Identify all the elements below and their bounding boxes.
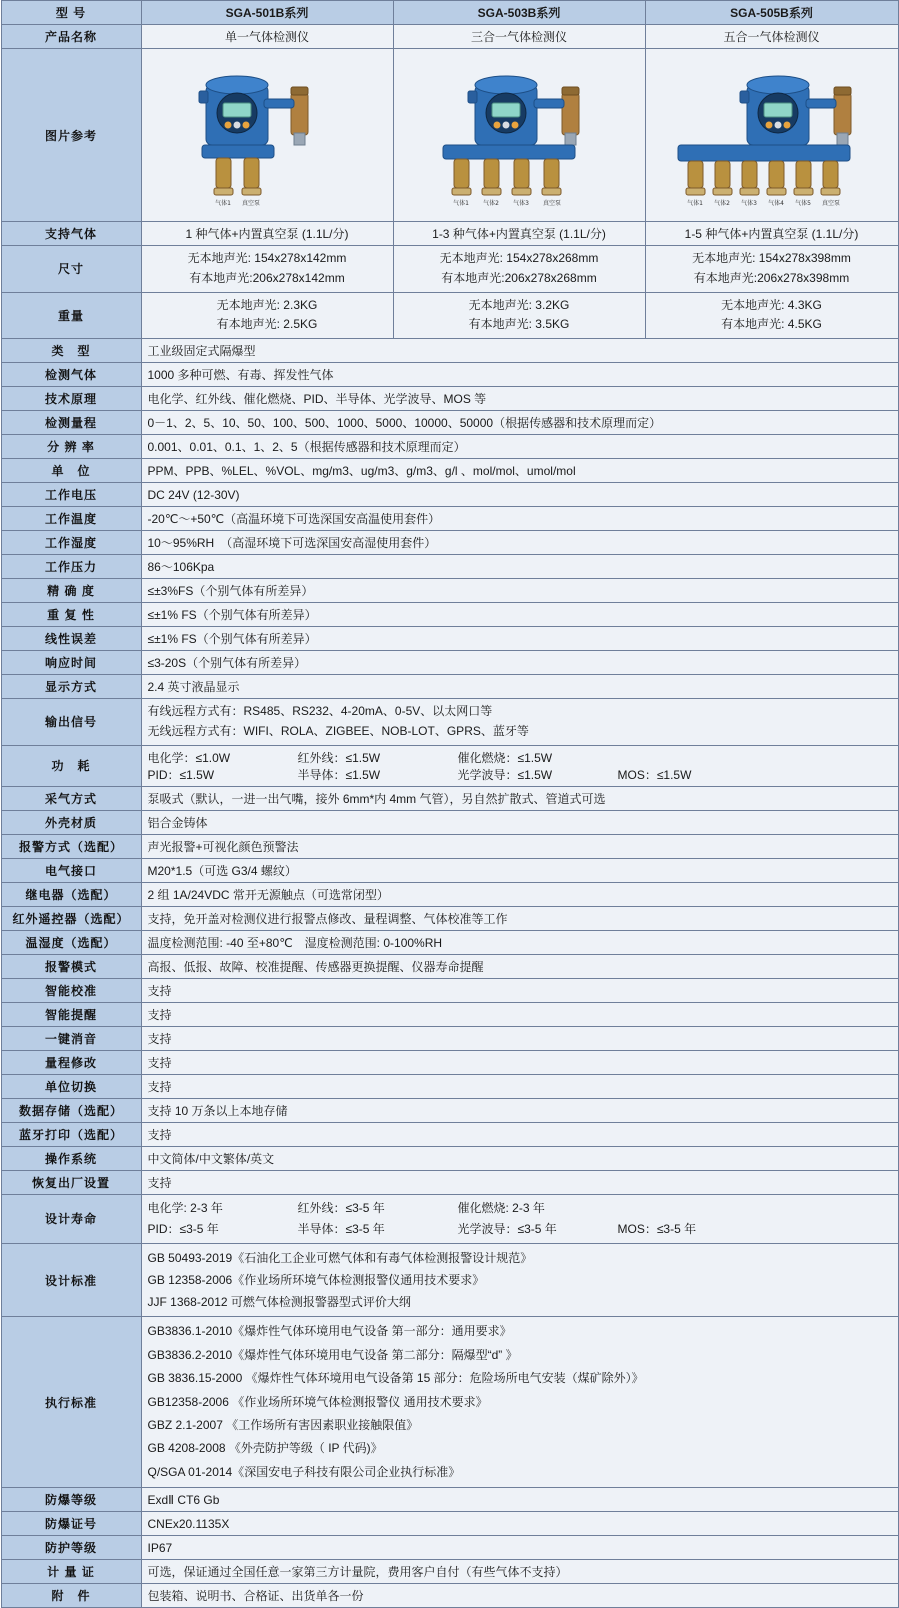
- weight-2: [393, 292, 645, 339]
- row-label-electrical-interface: 电气接口: [1, 858, 141, 882]
- svg-text:真空泵: 真空泵: [241, 200, 260, 207]
- table-row-temperature: [1, 507, 898, 531]
- exec-standard-line-3: GB 3836.15-2000 《爆炸性气体环境用电气设备第 15 部分：危险场所电气安装（煤矿除外）》: [147, 1371, 644, 1386]
- table-row-data-storage: [1, 1098, 898, 1122]
- row-value-output-signal: [141, 699, 898, 746]
- design-life-line-2: [148, 1219, 892, 1240]
- table-row-os: [1, 1146, 898, 1170]
- row-label-alarm-mode: 报警模式: [1, 954, 141, 978]
- svg-text:气体1: 气体1: [686, 200, 703, 207]
- row-value-data-storage: 支持 10 万条以上本地存储: [141, 1098, 898, 1122]
- design-standard-line-1: GB 50493-2019《石油化工企业可燃气体和有毒气体检测报警设计规范》: [147, 1250, 533, 1265]
- detector-illustration-1: [144, 55, 354, 215]
- svg-text:真空泵: 真空泵: [542, 200, 561, 207]
- row-label-tech-principle: 技术原理: [1, 387, 141, 411]
- row-label-voltage: 工作电压: [1, 483, 141, 507]
- spec-table: [1, 0, 899, 1608]
- weight-3-line2: 有本地声光: 4.5KG: [721, 317, 822, 332]
- table-row-ex-cert-no: [1, 1512, 898, 1536]
- row-label-response-time: 响应时间: [1, 651, 141, 675]
- row-label-range: 检测量程: [1, 411, 141, 435]
- size-2-line2: 有本地声光:206x278x268mm: [441, 270, 597, 285]
- product-name-2: 三合一气体检测仪: [393, 25, 645, 49]
- row-label-support-gas: 支持气体: [1, 222, 141, 246]
- table-row-smart-reminder: [1, 1002, 898, 1026]
- row-value-ip-rating: IP67: [141, 1536, 898, 1560]
- weight-3-line1: 无本地声光: 4.3KG: [721, 297, 822, 312]
- row-label-ex-cert-no: 防爆证号: [1, 1512, 141, 1536]
- row-value-resolution: 0.001、0.01、0.1、1、2、5（根据传感器和技术原理而定）: [141, 435, 898, 459]
- row-value-repeatability: ≤±1% FS（个别气体有所差异）: [141, 603, 898, 627]
- row-label-exec-standard: 执行标准: [1, 1317, 141, 1488]
- row-label-design-standard: 设计标准: [1, 1243, 141, 1317]
- row-value-humidity: 10～95%RH （高湿环境下可选深国安高湿使用套件）: [141, 531, 898, 555]
- exec-standard-line-1: GB3836.1-2010《爆炸性气体环境用电气设备 第一部分：通用要求》: [147, 1324, 512, 1339]
- row-label-metrology-cert: 计 量 证: [1, 1560, 141, 1584]
- power-catalytic: 催化燃烧：≤1.5W: [457, 750, 553, 765]
- power-line-1: [148, 749, 892, 766]
- table-row-exec-standard: [1, 1317, 898, 1488]
- life-semiconductor: 半导体：≤3-5 年: [297, 1221, 385, 1236]
- table-row-support-gas: [1, 222, 898, 246]
- table-row-sampling: [1, 786, 898, 810]
- life-catalytic: 催化燃烧: 2-3 年: [457, 1200, 545, 1215]
- row-value-pressure: 86～106Kpa: [141, 555, 898, 579]
- row-label-design-life: 设计寿命: [1, 1194, 141, 1243]
- table-row-tech-principle: [1, 387, 898, 411]
- support-gas-2: 1-3 种气体+内置真空泵 (1.1L/分): [393, 222, 645, 246]
- row-value-design-life: [141, 1194, 898, 1243]
- row-label-sampling: 采气方式: [1, 786, 141, 810]
- table-row-ir-remote: [1, 906, 898, 930]
- row-value-unit-switch: 支持: [141, 1074, 898, 1098]
- output-signal-wireless: 无线远程方式有：WIFI、ROLA、ZIGBEE、NOB-LOT、GPRS、蓝牙等: [147, 723, 529, 738]
- svg-text:气体1: 气体1: [214, 200, 231, 207]
- table-row-type: [1, 339, 898, 363]
- table-row-unit: [1, 459, 898, 483]
- row-label-temp-humidity-option: 温湿度（选配）: [1, 930, 141, 954]
- table-row-relay: [1, 882, 898, 906]
- row-value-type: 工业级固定式隔爆型: [141, 339, 898, 363]
- design-standard-line-3: JJF 1368-2012 可燃气体检测报警器型式评价大纲: [147, 1295, 411, 1310]
- table-row-one-key-mute: [1, 1026, 898, 1050]
- table-row-ip-rating: [1, 1536, 898, 1560]
- size-1: [141, 246, 393, 293]
- size-3: [645, 246, 898, 293]
- row-value-display: 2.4 英寸液晶显示: [141, 675, 898, 699]
- row-value-relay: 2 组 1A/24VDC 常开无源触点（可选常闭型）: [141, 882, 898, 906]
- table-row-weight: [1, 292, 898, 339]
- power-optical: 光学波导：≤1.5W: [457, 767, 553, 782]
- detector-illustration-2: [396, 55, 626, 215]
- table-row-accuracy: [1, 579, 898, 603]
- row-label-os: 操作系统: [1, 1146, 141, 1170]
- row-value-electrical-interface: M20*1.5（可选 G3/4 螺纹）: [141, 858, 898, 882]
- table-row-alarm-type: [1, 834, 898, 858]
- table-row-smart-calibration: [1, 978, 898, 1002]
- table-row-humidity: [1, 531, 898, 555]
- product-name-1: 单一气体检测仪: [141, 25, 393, 49]
- svg-text:气体3: 气体3: [512, 200, 529, 207]
- power-mos: MOS：≤1.5W: [617, 767, 692, 782]
- row-label-accessories: 附 件: [1, 1584, 141, 1608]
- row-value-detect-gas: 1000 多种可燃、有毒、挥发性气体: [141, 363, 898, 387]
- row-value-tech-principle: 电化学、红外线、催化燃烧、PID、半导体、光学波导、MOS 等: [141, 387, 898, 411]
- table-row-voltage: [1, 483, 898, 507]
- table-row-range-modify: [1, 1050, 898, 1074]
- row-value-accuracy: ≤±3%FS（个别气体有所差异）: [141, 579, 898, 603]
- row-value-ex-rating: ExdⅡ CT6 Gb: [141, 1488, 898, 1512]
- model-header-2: SGA-503B系列: [393, 1, 645, 25]
- row-label-repeatability: 重 复 性: [1, 603, 141, 627]
- row-label-accuracy: 精 确 度: [1, 579, 141, 603]
- power-line-2: [148, 766, 892, 783]
- row-label-unit: 单 位: [1, 459, 141, 483]
- table-row-power: [1, 745, 898, 786]
- power-semiconductor: 半导体：≤1.5W: [297, 767, 381, 782]
- model-header-3: SGA-505B系列: [645, 1, 898, 25]
- support-gas-1: 1 种气体+内置真空泵 (1.1L/分): [141, 222, 393, 246]
- table-row-unit-switch: [1, 1074, 898, 1098]
- row-value-power: [141, 745, 898, 786]
- row-value-voltage: DC 24V (12-30V): [141, 483, 898, 507]
- life-infrared: 红外线：≤3-5 年: [297, 1200, 385, 1215]
- table-row-linearity: [1, 627, 898, 651]
- row-label-alarm-type: 报警方式（选配）: [1, 834, 141, 858]
- table-row-response-time: [1, 651, 898, 675]
- output-signal-wired: 有线远程方式有：RS485、RS232、4-20mA、0-5V、以太网口等: [147, 704, 493, 719]
- row-label-one-key-mute: 一键消音: [1, 1026, 141, 1050]
- row-label-detect-gas: 检测气体: [1, 363, 141, 387]
- weight-2-line1: 无本地声光: 3.2KG: [468, 297, 570, 312]
- product-name-3: 五合一气体检测仪: [645, 25, 898, 49]
- row-value-housing: 铝合金铸体: [141, 810, 898, 834]
- power-pid: PID：≤1.5W: [147, 767, 215, 782]
- row-value-unit: PPM、PPB、%LEL、%VOL、mg/m3、ug/m3、g/m3、g/l 、mol/mol、umol/mol: [141, 459, 898, 483]
- table-row-product-name: [1, 25, 898, 49]
- life-electrochemical: 电化学: 2-3 年: [147, 1200, 223, 1215]
- power-infrared: 红外线：≤1.5W: [297, 750, 381, 765]
- row-label-temperature: 工作温度: [1, 507, 141, 531]
- exec-standard-line-5: GBZ 2.1-2007 《工作场所有害因素职业接触限值》: [147, 1417, 419, 1432]
- table-row-factory-reset: [1, 1170, 898, 1194]
- size-3-line2: 有本地声光:206x278x398mm: [693, 270, 850, 285]
- weight-1: [141, 292, 393, 339]
- row-label-smart-reminder: 智能提醒: [1, 1002, 141, 1026]
- row-label-model: 型 号: [1, 1, 141, 25]
- table-row-bluetooth-print: [1, 1122, 898, 1146]
- row-label-linearity: 线性误差: [1, 627, 141, 651]
- table-row-metrology-cert: [1, 1560, 898, 1584]
- support-gas-3: 1-5 种气体+内置真空泵 (1.1L/分): [645, 222, 898, 246]
- table-row-ex-rating: [1, 1488, 898, 1512]
- row-label-housing: 外壳材质: [1, 810, 141, 834]
- row-label-product-name: 产品名称: [1, 25, 141, 49]
- row-value-factory-reset: 支持: [141, 1170, 898, 1194]
- table-row-display: [1, 675, 898, 699]
- table-row-housing: [1, 810, 898, 834]
- exec-standard-line-2: GB3836.2-2010《爆炸性气体环境用电气设备 第二部分：隔爆型“d” 》: [147, 1347, 518, 1362]
- size-2-line1: 无本地声光: 154x278x268mm: [439, 251, 599, 265]
- table-row-electrical-interface: [1, 858, 898, 882]
- row-value-linearity: ≤±1% FS（个别气体有所差异）: [141, 627, 898, 651]
- row-label-humidity: 工作湿度: [1, 531, 141, 555]
- row-label-type: 类 型: [1, 339, 141, 363]
- row-label-relay: 继电器（选配）: [1, 882, 141, 906]
- row-value-response-time: ≤3-20S（个别气体有所差异）: [141, 651, 898, 675]
- row-value-temp-humidity-option: 温度检测范围: -40 至+80℃ 湿度检测范围: 0-100%RH: [141, 930, 898, 954]
- svg-text:气体3: 气体3: [740, 200, 757, 207]
- row-value-ex-cert-no: CNEx20.1135X: [141, 1512, 898, 1536]
- row-label-output-signal: 输出信号: [1, 699, 141, 746]
- power-electrochemical: 电化学：≤1.0W: [147, 750, 231, 765]
- row-value-ir-remote: 支持，免开盖对检测仪进行报警点修改、量程调整、气体校准等工作: [141, 906, 898, 930]
- device-image-2: [393, 49, 645, 222]
- design-life-line-1: [148, 1198, 892, 1219]
- svg-text:气体2: 气体2: [713, 200, 730, 207]
- weight-1-line1: 无本地声光: 2.3KG: [216, 297, 318, 312]
- row-label-bluetooth-print: 蓝牙打印（选配）: [1, 1122, 141, 1146]
- table-row-image: [1, 49, 898, 222]
- svg-text:气体2: 气体2: [482, 200, 499, 207]
- row-label-size: 尺寸: [1, 246, 141, 293]
- svg-text:真空泵: 真空泵: [821, 200, 840, 207]
- size-2: [393, 246, 645, 293]
- row-value-alarm-type: 声光报警+可视化颜色预警法: [141, 834, 898, 858]
- design-standard-line-2: GB 12358-2006《作业场所环境气体检测报警仪通用技术要求》: [147, 1272, 485, 1287]
- row-value-smart-reminder: 支持: [141, 1002, 898, 1026]
- row-label-display: 显示方式: [1, 675, 141, 699]
- table-row-design-life: [1, 1194, 898, 1243]
- row-value-range-modify: 支持: [141, 1050, 898, 1074]
- row-label-smart-calibration: 智能校准: [1, 978, 141, 1002]
- life-optical: 光学波导：≤3-5 年: [457, 1221, 557, 1236]
- row-value-exec-standard: [141, 1317, 898, 1488]
- table-row-alarm-mode: [1, 954, 898, 978]
- row-value-alarm-mode: 高报、低报、故障、校准提醒、传感器更换提醒、仪器寿命提醒: [141, 954, 898, 978]
- table-row-temp-humidity-option: [1, 930, 898, 954]
- svg-text:气体5: 气体5: [794, 200, 811, 207]
- exec-standard-line-6: GB 4208-2008 《外壳防护等级（ IP 代码)》: [147, 1441, 383, 1456]
- row-label-ip-rating: 防护等级: [1, 1536, 141, 1560]
- weight-2-line2: 有本地声光: 3.5KG: [468, 317, 570, 332]
- table-row-accessories: [1, 1584, 898, 1608]
- table-row-output-signal: [1, 699, 898, 746]
- row-value-bluetooth-print: 支持: [141, 1122, 898, 1146]
- device-image-3: [645, 49, 898, 222]
- row-value-range: 0－1、2、5、10、50、100、500、1000、5000、10000、50000（根据传感器和技术原理而定）: [141, 411, 898, 435]
- row-label-resolution: 分 辨 率: [1, 435, 141, 459]
- exec-standard-line-4: GB12358-2006 《作业场所环境气体检测报警仪 通用技术要求》: [147, 1394, 488, 1409]
- table-row-detect-gas: [1, 363, 898, 387]
- row-value-os: 中文简体/中文繁体/英文: [141, 1146, 898, 1170]
- model-header-1: SGA-501B系列: [141, 1, 393, 25]
- row-label-pressure: 工作压力: [1, 555, 141, 579]
- svg-text:气体1: 气体1: [452, 200, 469, 207]
- device-image-1: [141, 49, 393, 222]
- table-row-design-standard: [1, 1243, 898, 1317]
- life-mos: MOS：≤3-5 年: [617, 1221, 697, 1236]
- row-label-data-storage: 数据存储（选配）: [1, 1098, 141, 1122]
- size-1-line2: 有本地声光:206x278x142mm: [189, 270, 345, 285]
- table-row-repeatability: [1, 603, 898, 627]
- exec-standard-line-7: Q/SGA 01-2014《深国安电子科技有限公司企业执行标准》: [147, 1464, 461, 1479]
- table-row-range: [1, 411, 898, 435]
- row-value-smart-calibration: 支持: [141, 978, 898, 1002]
- row-label-unit-switch: 单位切换: [1, 1074, 141, 1098]
- row-value-design-standard: [141, 1243, 898, 1317]
- weight-1-line2: 有本地声光: 2.5KG: [216, 317, 318, 332]
- table-row-pressure: [1, 555, 898, 579]
- table-row-model: [1, 1, 898, 25]
- row-label-ex-rating: 防爆等级: [1, 1488, 141, 1512]
- row-label-weight: 重量: [1, 292, 141, 339]
- row-value-temperature: -20℃～+50℃（高温环境下可选深国安高温使用套件）: [141, 507, 898, 531]
- row-label-power: 功 耗: [1, 745, 141, 786]
- svg-text:气体4: 气体4: [767, 200, 784, 207]
- row-value-accessories: 包装箱、说明书、合格证、出货单各一份: [141, 1584, 898, 1608]
- table-row-resolution: [1, 435, 898, 459]
- row-label-factory-reset: 恢复出厂设置: [1, 1170, 141, 1194]
- size-1-line1: 无本地声光: 154x278x142mm: [187, 251, 347, 265]
- row-value-sampling: 泵吸式（默认，一进一出气嘴，接外 6mm*内 4mm 气管），另自然扩散式、管道式可选: [141, 786, 898, 810]
- row-value-one-key-mute: 支持: [141, 1026, 898, 1050]
- detector-illustration-3: [648, 55, 893, 215]
- row-label-ir-remote: 红外遥控器（选配）: [1, 906, 141, 930]
- row-value-metrology-cert: 可选，保证通过全国任意一家第三方计量院，费用客户自付（有些气体不支持）: [141, 1560, 898, 1584]
- size-3-line1: 无本地声光: 154x278x398mm: [692, 251, 851, 265]
- table-row-size: [1, 246, 898, 293]
- life-pid: PID：≤3-5 年: [147, 1221, 219, 1236]
- row-label-range-modify: 量程修改: [1, 1050, 141, 1074]
- weight-3: [645, 292, 898, 339]
- row-label-image: 图片参考: [1, 49, 141, 222]
